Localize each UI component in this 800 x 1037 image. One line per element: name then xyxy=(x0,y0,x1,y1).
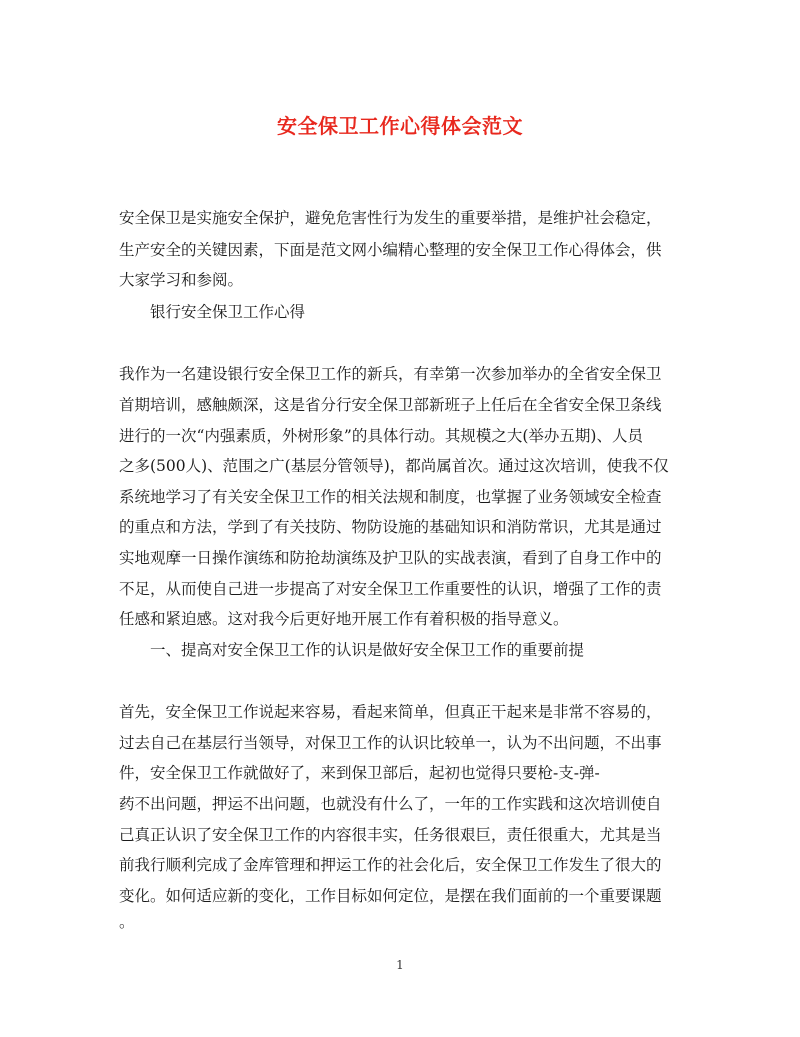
paragraph-line: 。 xyxy=(119,913,135,931)
paragraph-line: 前我行顺利完成了金库管理和押运工作的社会化后，安全保卫工作发生了很大的 xyxy=(119,856,662,874)
paragraph-line: 之多(500人)、范围之广(基层分管领导)，都尚属首次。通过这次培训，使我不仅 xyxy=(119,457,669,475)
paragraph-line: 我作为一名建设银行安全保卫工作的新兵，有幸第一次参加举办的全省安全保卫 xyxy=(119,365,662,383)
intro-line: 生产安全的关键因素，下面是范文网小编精心整理的安全保卫工作心得体会，供 xyxy=(119,241,662,259)
intro-line: 大家学习和参阅。 xyxy=(119,271,244,289)
paragraph-line: 首期培训，感触颇深，这是省分行安全保卫部新班子上任后在全省安全保卫条线 xyxy=(119,396,662,414)
paragraph-line: 首先，安全保卫工作说起来容易，看起来简单，但真正干起来是非常不容易的， xyxy=(119,703,662,721)
paragraph-line: 不足，从而使自己进一步提高了对安全保卫工作重要性的认识，增强了工作的责 xyxy=(119,580,662,598)
paragraph-line: 药不出问题，押运不出问题，也就没有什么了，一年的工作实践和这次培训使自 xyxy=(119,795,662,813)
paragraph-line: 任感和紧迫感。这对我今后更好地开展工作有着积极的指导意义。 xyxy=(119,610,569,628)
paragraph-line: 系统地学习了有关安全保卫工作的相关法规和制度，也掌握了业务领域安全检查 xyxy=(119,488,662,506)
paragraph-line: 己真正认识了安全保卫工作的内容很丰实，任务很艰巨，责任很重大，尤其是当 xyxy=(119,826,662,844)
section-heading-awareness: 一、提高对安全保卫工作的认识是做好安全保卫工作的重要前提 xyxy=(150,641,585,659)
document-title: 安全保卫工作心得体会范文 xyxy=(277,114,523,138)
page-number: 1 xyxy=(396,958,404,972)
paragraph-line: 过去自己在基层行当领导，对保卫工作的认识比较单一，认为不出问题，不出事 xyxy=(119,734,662,752)
intro-line: 安全保卫是实施安全保护，避免危害性行为发生的重要举措，是维护社会稳定， xyxy=(119,209,662,227)
paragraph-line: 件，安全保卫工作就做好了，来到保卫部后，起初也觉得只要枪-支-弹- xyxy=(119,764,600,782)
paragraph-line: 进行的一次“内强素质，外树形象”的具体行动。其规模之大(举办五期)、人员 xyxy=(119,427,643,445)
paragraph-line: 实地观摩一日操作演练和防抢劫演练及护卫队的实战表演，看到了自身工作中的 xyxy=(119,549,662,567)
paragraph-line: 的重点和方法，学到了有关技防、物防设施的基础知识和消防常识，尤其是通过 xyxy=(119,518,662,536)
paragraph-line: 变化。如何适应新的变化，工作目标如何定位，是摆在我们面前的一个重要课题 xyxy=(119,887,662,905)
section-heading-bank-security: 银行安全保卫工作心得 xyxy=(150,303,306,321)
